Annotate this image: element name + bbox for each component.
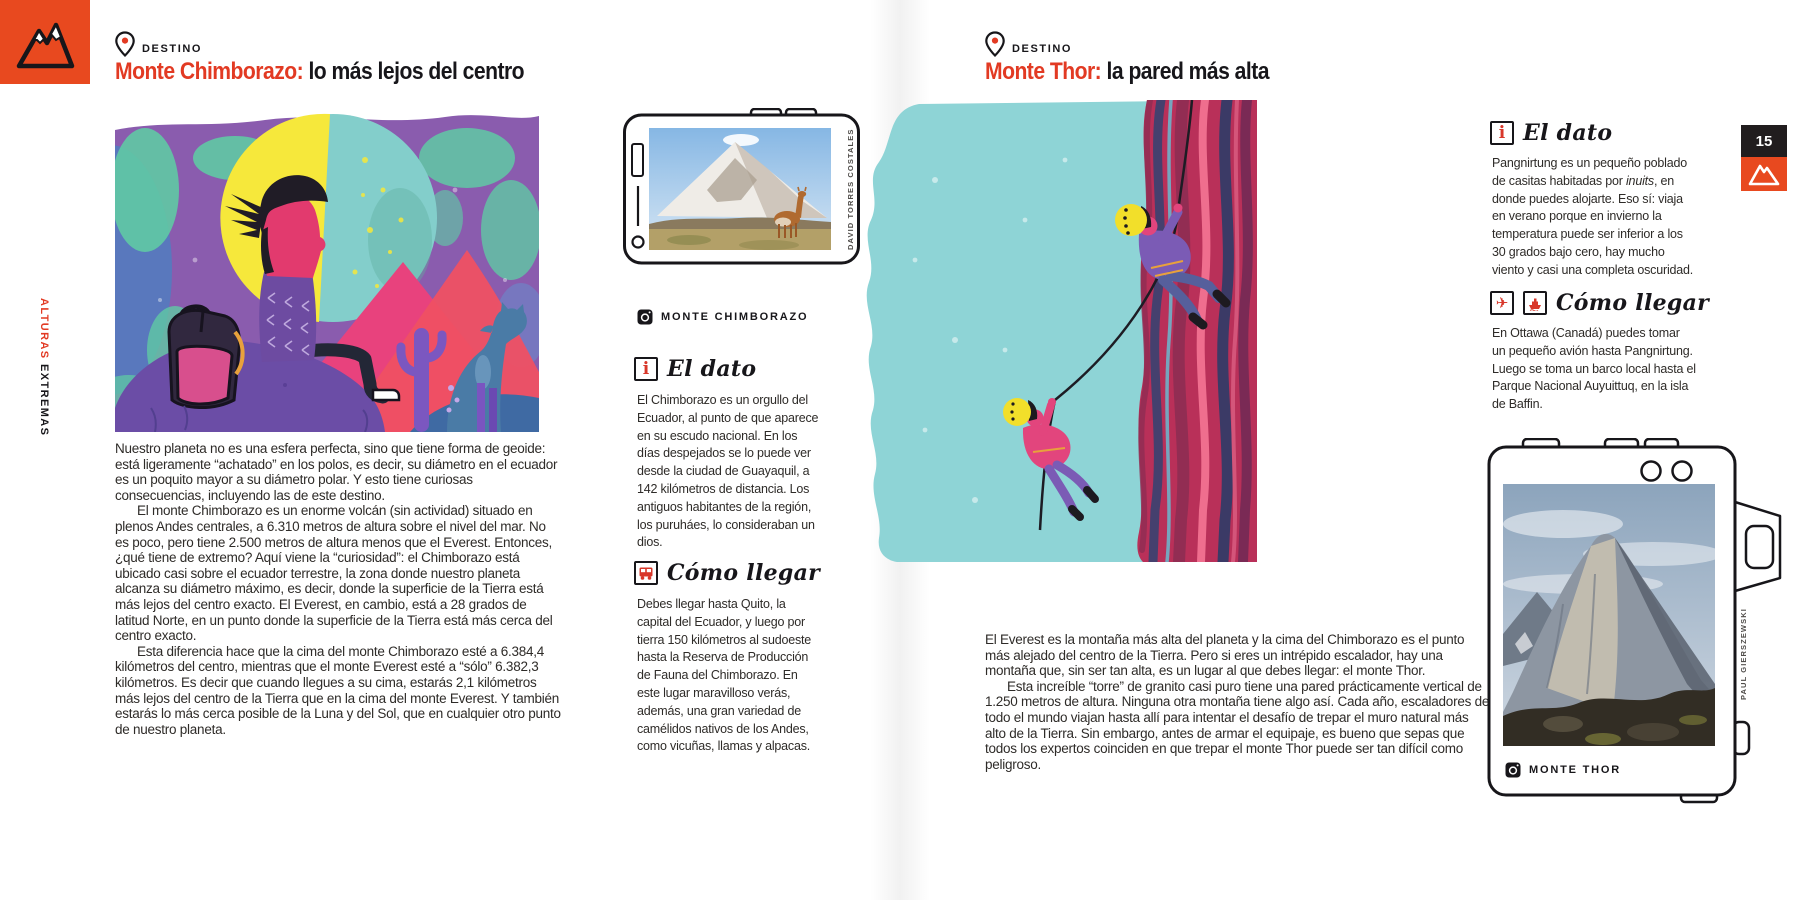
series-label-vertical: ALTURAS EXTREMAS xyxy=(38,298,50,437)
chapter-logo-left xyxy=(0,0,90,84)
fact-box-heading-right: i El dato xyxy=(1490,120,1612,146)
how-to-get-heading-right: ✈ Cómo llegar xyxy=(1490,290,1709,316)
page-title-right: Monte Thor: la pared más alta xyxy=(985,58,1269,85)
body-text-left xyxy=(115,441,562,737)
ship-icon xyxy=(1523,291,1547,315)
destino-kicker-left xyxy=(115,31,202,58)
airplane-icon: ✈ xyxy=(1490,291,1514,315)
photo-caption-left: MONTE CHIMBORAZO xyxy=(637,309,808,325)
how-to-get-text-right: En Ottawa (Canadá) puedes tomar un pequeño avión hasta Pangnirtung. Luego se toma un barco local hasta el Parque Nacional Auyuittuq, en la isla de Baffin. xyxy=(1492,326,1696,412)
paragraph: El monte Chimborazo es un enorme volcán (sin actividad) situado en plenos Andes centrales, a 6.310 metros de altura sobre el nivel del mar. No es poco, pero tiene 2.500 metros de altura menos que el Everest. Entonces, ¿qué tiene de extremo? Aquí viene la “curiosidad”: el Chimborazo está ubicado casi sobre el ecuador terrestre, la zona donde nuestro planeta alcanza su diámetro máximo, es decir, donde la superficie de la Tierra está más lejos del centro exacto. El Everest, en cambio, está a 28 grados de latitud Norte, en un punto donde la superficie de la Tierra está más cerca del centro exacto. xyxy=(115,503,553,644)
thor-photo xyxy=(1503,484,1723,746)
destino-kicker-right xyxy=(985,31,1072,58)
paragraph: El Everest es la montaña más alta del planeta y la cima del Chimborazo es el punto más alejado del centro de la Tierra. Pero si eres un intrépido escalador, hay una montaña que, sin ser tan alta, es un lugar al que debes llegar: el monte Thor. xyxy=(985,632,1465,679)
mountain-icon xyxy=(14,13,76,71)
info-icon: i xyxy=(1490,121,1514,145)
mountain-icon xyxy=(1747,161,1781,187)
fact-box-text-right: Pangnirtung es un pequeño poblado de casitas habitadas por inuits, en donde puedes alojarte. Eso sí: viaja en verano porque en invierno la temperatura puede ser inferior a los 30 grados bajo cero, hay mucho viento y casi una completa oscuridad. xyxy=(1492,156,1694,277)
how-to-get-text-left: Debes llegar hasta Quito, la capital del Ecuador, y luego por tierra 150 kilómetros al sudoeste hasta la Reserva de Producción de Fauna del Chimborazo. En este lugar maravilloso verás, además, una gran variedad de camélidos nativos de los Andes, como vicuñas, llamas y alpacas. xyxy=(637,597,812,754)
chimborazo-photo xyxy=(649,128,831,250)
map-pin-icon xyxy=(115,31,135,58)
chimborazo-illustration xyxy=(115,100,539,432)
camera-icon xyxy=(1505,762,1521,778)
backpack xyxy=(169,307,243,408)
phone-frame-chimborazo xyxy=(623,108,867,270)
page-title-left: Monte Chimborazo: lo más lejos del centro xyxy=(115,58,525,85)
photo-credit-right: PAUL GIERSZEWSKI xyxy=(1739,608,1748,700)
fact-box-heading-left: i El dato xyxy=(634,356,756,382)
paragraph: Esta increíble “torre” de granito casi puro tiene una pared prácticamente vertical de 1.250 metros de altura. Ninguna otra montaña tiene algo así. Cada año, escaladores de todo el mundo viajan hasta allí para intentar el desafío de trepar el muro natural más alto de la Tierra. Sin embargo, antes de armar el equipaje, es bueno que sepas que todos los expertos coinciden en que trepar el monte Thor puede ser tan difícil como peligroso. xyxy=(985,678,1490,772)
kicker-label: DESTINO xyxy=(1012,43,1073,55)
thor-climbing-illustration xyxy=(845,100,1257,562)
camera-icon xyxy=(637,309,653,325)
how-to-get-heading-left: Cómo llegar xyxy=(634,560,820,586)
info-icon: i xyxy=(634,357,658,381)
map-pin-icon xyxy=(985,31,1005,58)
chapter-logo-right xyxy=(1741,157,1787,191)
fact-box-text-left: El Chimborazo es un orgullo del Ecuador, al punto de que aparece en su escudo nacional. En los días despejados se lo puede ver desde la ciudad de Guayaquil, a 142 kilómetros de distancia. Los antiguos habitantes de la región, los puruháes, lo consideraban un dios. xyxy=(637,393,819,550)
page-number-right: 15 xyxy=(1741,125,1787,157)
bus-icon xyxy=(634,561,658,585)
kicker-label: DESTINO xyxy=(142,43,203,55)
body-text-right xyxy=(985,632,1490,772)
paragraph: Nuestro planeta no es una esfera perfecta, sino que tiene forma de geoide: está ligeramente “achatado” en los polos, es decir, su diámetro en el ecuador es un poquito mayor a su diámetro polar. Y esto tiene curiosas consecuencias, incluyendo las de este destino. xyxy=(115,441,558,503)
photo-caption-right: MONTE THOR xyxy=(1505,762,1621,778)
paragraph: Esta diferencia hace que la cima del monte Chimborazo esté a 6.384,4 kilómetros del centro, mientras que el monte Everest esté a “sólo” 6.382,3 kilómetros. Es decir que cuando llegues a su cima, estarás 2,1 kilómetros más lejos del centro de la Tierra que en la cima del monte Everest. Y también estarás lo más cerca posible de la Luna y del Sol, que en cualquier otro punto de nuestro planeta. xyxy=(115,643,561,737)
photo-credit-left: DAVID TORRES COSTALES xyxy=(846,128,855,250)
